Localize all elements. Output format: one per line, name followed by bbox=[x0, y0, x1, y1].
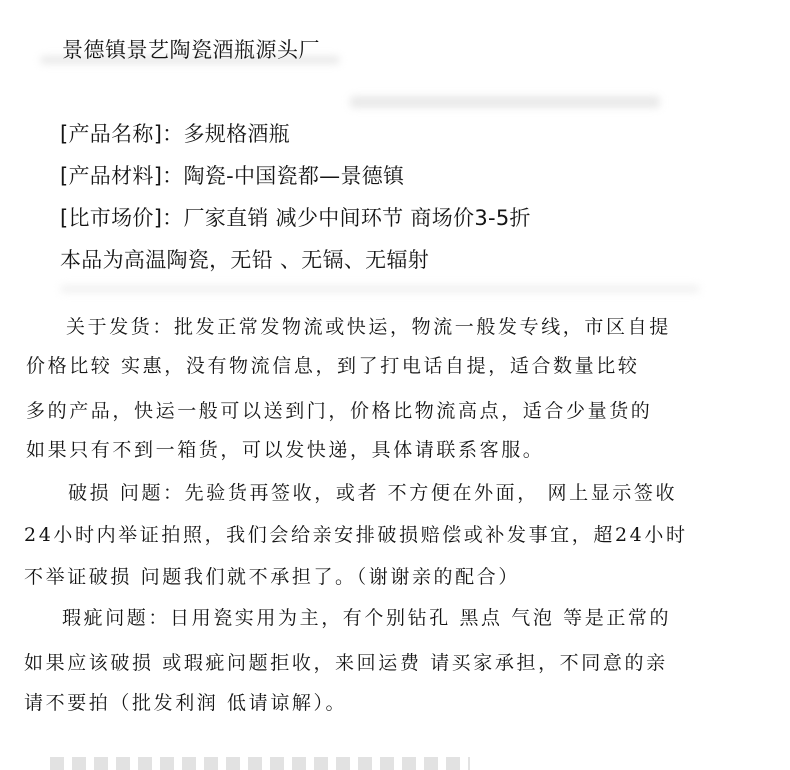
damage-line: 破损 问题：先验货再签收，或者 不方便在外面， 网上显示签收 bbox=[68, 482, 678, 504]
flaw-line: 如果应该破损 或瑕疵问题拒收，来回运费 请买家承担，不同意的亲 bbox=[24, 652, 668, 674]
flaw-line: 请不要拍（批发利润 低请谅解）。 bbox=[24, 692, 348, 714]
damage-line: 24小时内举证拍照，我们会给亲安排破损赔偿或补发事宜，超24小时 bbox=[24, 524, 688, 546]
product-material-line: [产品材料]：陶瓷-中国瓷都—景德镇 bbox=[60, 164, 405, 188]
page-title: 景德镇景艺陶瓷酒瓶源头厂 bbox=[62, 38, 320, 62]
shipping-line: 如果只有不到一箱货，可以发快递，具体请联系客服。 bbox=[26, 439, 545, 461]
cut-off-text-residue bbox=[50, 757, 470, 770]
shipping-line: 关于发货：批发正常发物流或快运，物流一般发专线，市区自提 bbox=[66, 316, 671, 338]
shipping-line: 价格比较 实惠，没有物流信息，到了打电话自提，适合数量比较 bbox=[26, 355, 640, 377]
product-name-line: [产品名称]：多规格酒瓶 bbox=[60, 122, 290, 146]
background-smudge bbox=[350, 96, 660, 108]
safety-note-line: 本品为高温陶瓷，无铅 、无镉、无辐射 bbox=[60, 248, 430, 272]
flaw-line: 瑕疵问题：日用瓷实用为主，有个别钻孔 黑点 气泡 等是正常的 bbox=[62, 607, 672, 629]
price-comparison-line: [比市场价]：厂家直销 减少中间环节 商场价3-5折 bbox=[60, 206, 531, 230]
damage-line: 不举证破损 问题我们就不承担了。（谢谢亲的配合） bbox=[24, 566, 520, 588]
shipping-line: 多的产品，快运一般可以送到门，价格比物流高点，适合少量货的 bbox=[26, 400, 653, 422]
background-smudge bbox=[60, 285, 700, 293]
